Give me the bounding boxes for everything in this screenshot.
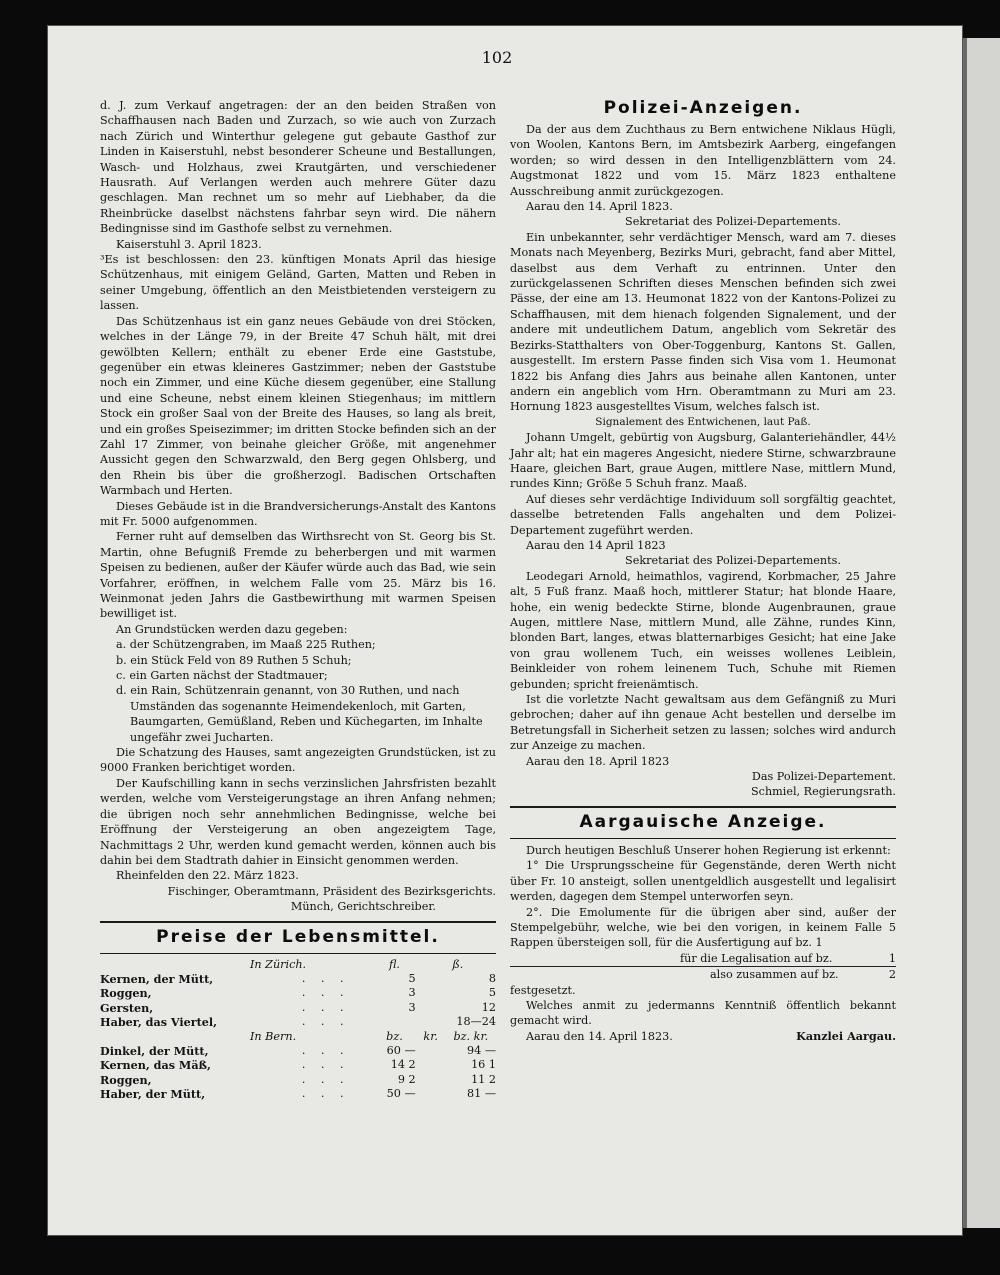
signature-oberamtmann: Fischinger, Oberamtmann, Präsident des Bezirksgerichts. [167, 884, 496, 898]
price-fl: 5 [408, 971, 416, 985]
price-cell [416, 1087, 496, 1101]
escape-notice: Ist die vorletzte Nacht gewaltsam aus dem Gefängniß zu Muri gebrochen; daher auf ihn genaue Acht bestellen und derselbe im Betretungsfall in Sicherheit setzen zu lassen; solches wird andurch zur Anzeige zu machen. [510, 693, 896, 753]
resolution-point-2: 2°. Die Emolumente für die übrigen aber sind, außer der Stempelgebühr, welche, wie bei den vorigen, in keinem Falle 5 Rappen übersteigen soll, für die Ausfertigung auf bz. 1 [510, 905, 896, 950]
land-intro: An Grundstücken werden dazu gegeben: [116, 622, 348, 636]
list-item: d. ein Rain, Schützenrain genannt, von 30 Ruthen, und nach Umständen das sogenannte Heimendekenloch, mit Garten, Baumgarten, Gemüßland, Reben und Küchegarten, im Inhalte ungefähr zwei Jucharten. [116, 684, 483, 744]
price-cell [369, 1087, 415, 1101]
unit-s: ß. [452, 957, 464, 971]
table-row [100, 1058, 496, 1072]
leader-dots: . . . [301, 1043, 350, 1057]
price-cell [369, 1058, 415, 1072]
notice-date: Kaiserstuhl 3. April 1823. [116, 237, 262, 251]
list-item: a. der Schützengraben, im Maaß 225 Ruthen; [116, 638, 376, 652]
unknown-person-notice: Ein unbekannter, sehr verdächtiger Mensch, ward am 7. dieses Monats nach Meyenberg, Bezirks Muri, gebracht, fand aber Mittel, daselbst aus dem Verhaft zu entrinnen. Unter den zurückgelassenen Schriften dieses Menschen befinden sich zwei Pässe, der eine am 13. Heumonat 1822 von der Kantons-Polizei zu Schaffhausen, mit dem hienach folgenden Signalement, und der andere mit undeutlichem Datum, angeblich vom Sekretär des Bezirks-Statthalters von Ober-Toggenburg, Kantons St. Gallen, ausgestellt. Im erstern Passe finden sich Visa vom 1. Heumonat 1822 bis Anfang dies Jahrs aus beinahe allen Kantonen, unter andern ein angeblich vom Hrn. Oberamtmann zu Muri am 23. Hornung 1823 ausgestelltes Visum, welches falsch ist. [510, 230, 896, 414]
left-column [100, 98, 496, 1102]
price-s: 5 [488, 986, 496, 1000]
zurich-label: In Zürich. [250, 957, 307, 971]
umgelt-description: Johann Umgelt, gebürtig von Augsburg, Galanteriehändler, 44½ Jahr alt; hat ein mageres Angesicht, niedere Stirne, schwarzbraune Haare, gleichen Bart, graue Augen, mittlere Nase, mittlern Mund, rundes Kinn; Größe 5 Schuh franz. Maaß. [510, 431, 896, 491]
price-table [100, 958, 496, 1102]
right-column [510, 98, 896, 1044]
price-bz: 11 [471, 1072, 486, 1086]
price-kr: 2 [488, 1072, 496, 1086]
price-kr: — [404, 1043, 416, 1057]
price-kr: — [484, 1087, 496, 1101]
commodity-name: Haber, das Viertel, [100, 1015, 218, 1030]
price-cell [369, 1044, 415, 1058]
price-kr: 1 [488, 1058, 496, 1072]
bern-label: In Bern. [250, 1029, 297, 1043]
hugli-notice: Da der aus dem Zuchthaus zu Bern entwichene Niklaus Hügli, von Woolen, Kantons Bern, im Amtsbezirk Aarberg, eingefangen worden; so wird dessen in den Intelligenzblättern vom 24. Augstmonat 1822 und vom 15. März 1823 enthaltene Ausschreibung anmit zurückgezogen. [510, 123, 896, 198]
price-fl: 3 [408, 1000, 416, 1014]
publication-note: Welches anmit zu jedermanns Kenntniß öffentlich bekannt gemacht wird. [510, 998, 896, 1028]
unit-fl: fl. [388, 957, 400, 971]
commodity-name: Dinkel, der Mütt, [100, 1043, 209, 1058]
scan-background-top [0, 0, 1000, 28]
signature-police-department: Das Polizei-Departement. [751, 770, 896, 784]
price-kr: — [404, 1087, 416, 1101]
table-row [100, 1087, 496, 1101]
commodity-name: Roggen, [100, 1072, 152, 1087]
leader-dots: . . . [301, 971, 350, 985]
rheinfelden-date: Rheinfelden den 22. März 1823. [116, 869, 299, 883]
gasthof-sale-notice: d. J. zum Verkauf angetragen: der an den beiden Straßen von Schaffhausen nach Baden und Zurzach, so wie auch von Zurzach nach Zürich und Winterthur gelegene gut gebaute Gasthof zur Linden in Kaiserstuhl, nebst besonderer Scheune und Bestallungen, Wasch- und Holzhaus, zwei Krautgärten, und verschiedener Hausrath. Auf Verlangen werden auch mehrere Güter dazu geschlagen. Man rechnet um so mehr auf Liebhaber, da die Rheinbrücke daselbst nächstens fahrbar seyn wird. Die nähern Bedingnisse sind im Gasthofe selbst zu vernehmen. [100, 99, 496, 236]
aargau-notice-heading: Aargauische Anzeige. [579, 811, 827, 832]
valuation-paragraph: Die Schatzung des Hauses, samt angezeigten Grundstücken, ist zu 9000 Franken berichtiget worden. [100, 746, 496, 775]
list-item: b. ein Stück Feld von 89 Ruthen 5 Schuh; [116, 653, 352, 667]
leader-dots: . . . [301, 1058, 350, 1072]
page-number: 102 [481, 48, 513, 67]
price-bz: 14 [390, 1058, 405, 1072]
resolution-intro: Durch heutigen Beschluß Unserer hohen Regierung ist erkennt: [526, 843, 891, 857]
commodity-name: Gersten, [100, 1000, 154, 1015]
price-s: 12 [481, 1000, 496, 1014]
land-list [100, 637, 496, 745]
police-notices-heading: Polizei-Anzeigen. [603, 98, 803, 118]
section-divider [510, 806, 896, 808]
commodity-name: Roggen, [100, 986, 152, 1001]
commodity-name: Kernen, der Mütt, [100, 971, 214, 986]
leader-dots: . . . [301, 1072, 350, 1086]
insurance-paragraph: Dieses Gebäude ist in die Brandversicherungs-Anstalt des Kantons mit Fr. 5000 aufgenommen. [100, 499, 496, 528]
heading-underline [510, 838, 896, 839]
unit-kr: kr. [473, 1029, 489, 1043]
fee-total-label: also zusammen auf bz. [710, 968, 839, 982]
unit-bz: bz. [386, 1029, 403, 1043]
section-divider [100, 921, 496, 923]
building-description: Das Schützenhaus ist ein ganz neues Gebäude von drei Stöcken, welches in der Länge 79, in der Breite 47 Schuh hält, mit drei gewölbten Kellern; enthält zu ebener Erde eine Gaststube, gegenüber ein etwas kleineres Gastzimmer; neben der Gaststube noch ein Zimmer, und eine Küche diesem gegenüber, eine Stallung und eine Scheune, nebst einem kleinen Stiegenhaus; im mittlern Stock ein großer Saal von der Breite des Hauses, so lang als breit, und ein großes Speisezimmer; im dritten Stocke befinden sich an der Zahl 17 Zimmer, von beinahe gleicher Größe, mit angenehmer Aussicht gegen den Schwarzwald, den Berg gegen Ohlsberg, und den Rhein bis über die großherzogl. Badischen Ortschaften Warmbach und Herten. [100, 314, 496, 498]
price-bz: 50 [386, 1087, 401, 1101]
price-kr: — [484, 1043, 496, 1057]
fee-total-value: 2 [888, 968, 896, 982]
table-row [100, 986, 496, 1000]
price-cell [416, 1044, 496, 1058]
table-row [100, 1044, 496, 1058]
price-cell [369, 1073, 415, 1087]
inn-rights-paragraph: Ferner ruht auf demselben das Wirthsrecht von St. Georg bis St. Martin, ohne Befugniß Fremde zu beherbergen und mit warmen Speisen zu bedienen, außer der Käufer würde auch das Bad, wie sein Vorfahrer, eröffnen, in welchem Falle vom 25. März bis 16. Weinmonat jeden Jahrs die Gastbewirthung mit warmen Speisen bewilliget ist. [100, 530, 496, 621]
unit-bz: bz. [453, 1029, 471, 1043]
price-bz: 94 [467, 1043, 482, 1057]
arnold-description: Leodegari Arnold, heimathlos, vagirend, Korbmacher, 25 Jahre alt, 5 Fuß franz. Maaß hoch, mittlerer Statur; hat blonde Haare, hohe, ein wenig bedeckte Stirne, blonde Augenbraunen, graue Augen, mittlere Nase, mittlern Mund, alle Zähne, rundes Kinn, blonden Bart, langes, etwas blatternarbiges Gesicht; hat eine Jake von grau wollenem Tuch, ein weisses wollenes Leiblein, Beinkleider von rohem leinenem Tuch, Schuhe mit Riemen gebunden; spricht freienämtisch. [510, 569, 896, 691]
prices-heading: Preise der Lebensmittel. [156, 926, 440, 947]
schuetzenhaus-auction-notice: ³Es ist beschlossen: den 23. künftigen Monats April das hiesige Schützenhaus, mit einigem Geländ, Garten, Matten und Reben in seiner Umgebung, öffentlich an den Meistbietenden versteigern zu lassen. [100, 253, 496, 313]
description-caption: Signalement des Entwichenen, laut Paß. [595, 415, 811, 428]
unit-bz-kr [442, 1030, 496, 1044]
adjacent-page-edge [962, 38, 1000, 1228]
leader-dots: . . . [301, 986, 350, 1000]
leader-dots: . . . [301, 1015, 350, 1029]
notice-date: Aarau den 14. April 1823. [526, 200, 673, 214]
notice-date: Aarau den 14 April 1823 [526, 538, 666, 552]
unit-kr: kr. [423, 1029, 438, 1043]
price-fl [369, 1015, 415, 1029]
table-row [100, 1015, 496, 1029]
signature-secretariat: Sekretariat des Polizei-Departements. [625, 554, 841, 568]
table-row [100, 1001, 496, 1015]
closing-date: Aarau den 14. April 1823. [526, 1029, 673, 1043]
price-s: 8 [488, 971, 496, 985]
price-cell [416, 1073, 496, 1087]
price-kr: 2 [408, 1058, 416, 1072]
signature-regierungsrath: Schmiel, Regierungsrath. [751, 785, 896, 799]
fee-label: für die Legalisation auf bz. [680, 951, 833, 965]
commodity-name: Haber, der Mütt, [100, 1087, 206, 1102]
price-bz: 9 [397, 1072, 405, 1086]
payment-terms-paragraph: Der Kaufschilling kann in sechs verzinslichen Jahrsfristen bezahlt werden, welche vom Versteigerungstage an ihren Anfang nehmen; die übrigen noch sehr annehmlichen Bedingnisse, welche bei Eröffnung der Versteigerung an oben angezeigtem Tage, Nachmittags 2 Uhr, werden kund gemacht werden, können auch bis dahin bei dem Stadtrath dahier in Einsicht genommen werden. [100, 776, 496, 867]
table-row [100, 972, 496, 986]
closing-signature-block [510, 1029, 896, 1044]
signature-gerichtschreiber: Münch, Gerichtschreiber. [290, 900, 436, 914]
price-cell [416, 1058, 496, 1072]
zurich-header-row [100, 958, 496, 972]
resolution-closing: festgesetzt. [510, 983, 576, 997]
signature-kanzlei: Kanzlei Aargau. [796, 1028, 896, 1043]
leader-dots: . . . [301, 1087, 350, 1101]
price-s: 18—24 [456, 1015, 496, 1029]
price-kr: 2 [408, 1072, 416, 1086]
price-bz: 60 [386, 1043, 401, 1057]
signature-secretariat: Sekretariat des Polizei-Departements. [625, 215, 841, 229]
notice-date: Aarau den 18. April 1823 [526, 754, 670, 768]
heading-underline [100, 953, 496, 954]
bern-header-row [100, 1030, 496, 1044]
price-bz: 81 [467, 1087, 482, 1101]
page-gutter-shadow [962, 38, 967, 1228]
watch-instruction: Auf dieses sehr verdächtige Individuum soll sorgfältig geachtet, dasselbe betretenden Falls angehalten und dem Polizei-Departement zugeführt werden. [510, 492, 896, 537]
price-fl: 3 [408, 986, 416, 1000]
table-row [100, 1073, 496, 1087]
list-item: c. ein Garten nächst der Stadtmauer; [116, 669, 328, 683]
price-bz: 16 [471, 1058, 486, 1072]
leader-dots: . . . [301, 1000, 350, 1014]
fee-legalisation-line [510, 951, 896, 966]
resolution-point-1: 1° Die Ursprungsscheine für Gegenstände, deren Werth nicht über Fr. 10 ansteigt, sollen unentgeldlich ausgestellt und legalisirt werden, dagegen dem Stempel unterworfen seyn. [510, 859, 896, 904]
fee-value: 1 [888, 951, 896, 965]
fee-total-line [510, 966, 896, 982]
commodity-name: Kernen, das Mäß, [100, 1058, 211, 1073]
